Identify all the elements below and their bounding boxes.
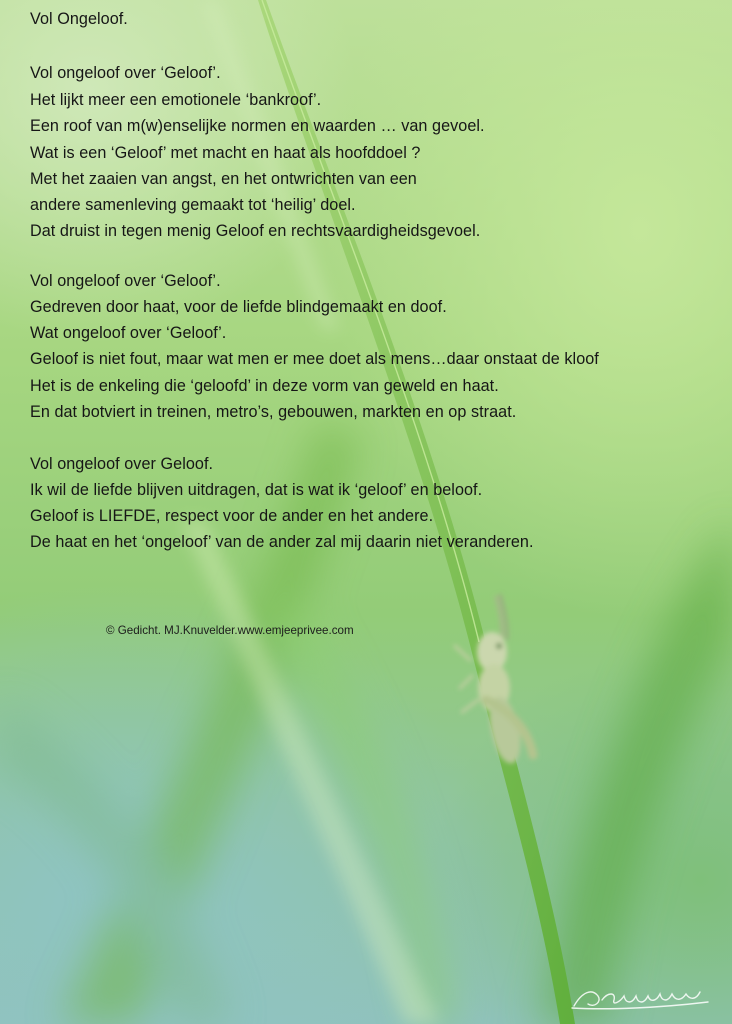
poem-line: Vol ongeloof over ‘Geloof’.: [30, 272, 221, 290]
photographer-signature: [568, 978, 718, 1014]
poem-line: En dat botviert in treinen, metro’s, gebouwen, markten en op straat.: [30, 403, 517, 421]
poem-title: Vol Ongeloof.: [30, 10, 128, 28]
poem-line: De haat en het ‘ongeloof’ van de ander zal mij daarin niet veranderen.: [30, 533, 534, 551]
poem-line: andere samenleving gemaakt tot ‘heilig’ doel.: [30, 196, 356, 214]
poem-line: Met het zaaien van angst, en het ontwrichten van een: [30, 170, 417, 188]
poem-line: Geloof is LIEFDE, respect voor de ander en het andere.: [30, 507, 434, 525]
poem-line: Het is de enkeling die ‘geloofd’ in deze vorm van geweld en haat.: [30, 377, 499, 395]
poem-line: Vol ongeloof over Geloof.: [30, 455, 214, 473]
poem-line: Dat druist in tegen menig Geloof en rechtsvaardigheidsgevoel.: [30, 222, 481, 240]
poem-line: Een roof van m(w)enselijke normen en waarden … van gevoel.: [30, 117, 485, 135]
poem-line: Gedreven door haat, voor de liefde blindgemaakt en doof.: [30, 298, 447, 316]
poem-line: Vol ongeloof over ‘Geloof’.: [30, 64, 221, 82]
poem-line: Het lijkt meer een emotionele ‘bankroof’.: [30, 91, 322, 109]
poem-line: Wat is een ‘Geloof’ met macht en haat als hoofddoel ?: [30, 144, 421, 162]
poem-line: Geloof is niet fout, maar wat men er mee doet als mens…daar onstaat de kloof: [30, 350, 599, 368]
poem-line: Wat ongeloof over ‘Geloof’.: [30, 324, 227, 342]
poem-line: Ik wil de liefde blijven uitdragen, dat is wat ik ‘geloof’ en beloof.: [30, 481, 483, 499]
copyright-credit: © Gedicht. MJ.Knuvelder.www.emjeeprivee.com: [106, 624, 354, 637]
